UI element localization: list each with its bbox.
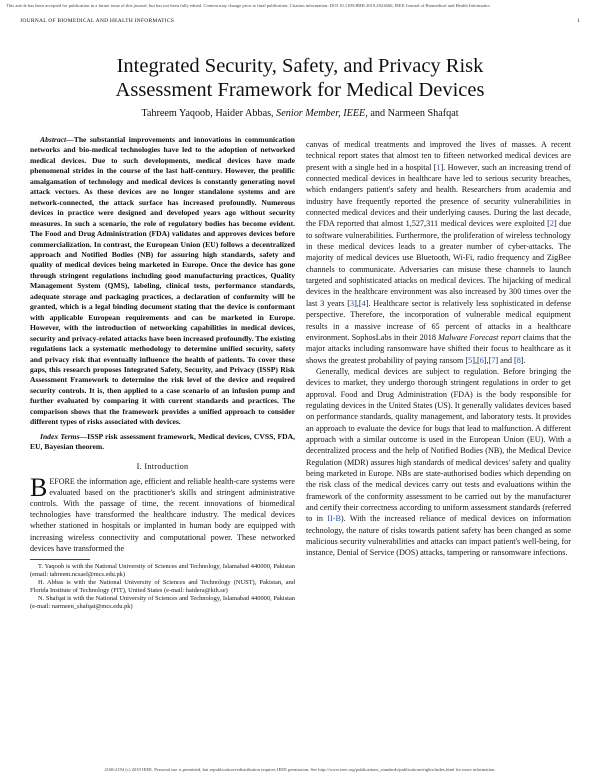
- text-run: ]. Healthcare sector is relatively less sophisticated in defense perspective. Therefore, the incorporation of vulnerable medical equipment results in a massive increase of 65 percent of attacks in a healthcare environment. SophosLabs in their 2018: [306, 298, 571, 342]
- report-name: Malware Forecast report: [438, 332, 521, 342]
- title-line-2: Assessment Framework for Medical Devices: [115, 79, 485, 101]
- footnote-author-2: H. Abbas is with the National University of Sciences and Technology (NUST), Pakistan, and Florida Institute of Technology (FIT), United States (e-mail: haidera@kth.se): [30, 579, 295, 595]
- index-terms-label: Index Terms: [40, 431, 80, 441]
- drop-cap: B: [30, 472, 48, 502]
- body-paragraph-2: [306, 366, 571, 559]
- text-run: ]. However, such an increasing trend of connected medical devices in healthcare have led to serious security breaches, which endangers patient's safety and health. Researchers from academia and industry have frequently reported the presence of security vulnerabilities in connected medical devices and their underlying causes. During the last decade, the FDA reported that almost 1,527,311 medical devices were exploited [: [306, 162, 571, 229]
- footnote-author-3: N. Shafqat is with the National University of Sciences and Technology, Islamabad 440000, Pakistan (e-mail: narmeen_shafqat@mcs.edu.pk): [30, 595, 295, 611]
- footnote-author-1: T. Yaqoob is with the National University of Sciences and Technology, Islamabad 440000, Pakistan (email: tahreem.ncsael@mcs.edu.pk): [30, 562, 295, 578]
- text-run: ],[: [472, 355, 480, 365]
- intro-paragraph: [30, 472, 295, 554]
- text-run: ). With the increased reliance of medical devices on information technology, the nature of risks towards patient safety has been changed as some malicious security vulnerabilities and attacks can impact patient's well-being, for instance, Denial of Service (DOS) attacks, tampering or ransomware infections.: [306, 514, 571, 558]
- author-role: Senior Member, IEEE,: [276, 108, 368, 119]
- authors-last: and Narmeen Shafqat: [367, 108, 459, 119]
- footnote-rule: [30, 559, 90, 560]
- journal-name: JOURNAL OF BIOMEDICAL AND HEALTH INFORMATICS: [20, 18, 175, 24]
- text-run: ] due to software vulnerabilities. Furthermore, the proliferation of wireless technology in these medical devices leads to a greater number of cyber-attacks. The majority of medical devices use Bluetooth, Wi-Fi, radio frequency and ZigBee channels to communicate. Adversaries can misuse these channels to launch targeted and sophisticated attacks on medical devices. The hijacking of medical devices in the healthcare environment was also increased by 300 times over the last 3 years [: [306, 219, 571, 308]
- right-column: [306, 139, 571, 559]
- section-link[interactable]: II-B: [327, 514, 341, 524]
- section-heading-introduction: I. Introduction: [136, 461, 189, 471]
- text-run: ],[: [354, 298, 362, 308]
- citation-link[interactable]: 7: [491, 355, 496, 365]
- acceptance-notice: This article has been accepted for publication in a future issue of this journal, but has not been fully edited. Content may change prior to final publication. Citation information: DOI 10.1109/JBHI.2019.2922666, IEEE Journal of Biomedical and Health Informatics: [6, 3, 491, 8]
- citation-link[interactable]: 2: [549, 219, 554, 229]
- abstract: [30, 135, 295, 428]
- text-run: ],[: [483, 355, 492, 365]
- citation-link[interactable]: 5: [468, 355, 473, 365]
- author-list: [40, 108, 560, 119]
- abstract-label: Abstract: [40, 135, 67, 144]
- body-paragraph-1: [306, 139, 571, 366]
- text-run: canvas of medical treatments and improved the lives of masses. A recent technical report states that almost ten to fifteen networked medical devices are present with a single bed in a hospital [: [306, 140, 571, 172]
- index-terms: [30, 432, 295, 453]
- abstract-text: —The substantial improvements and innovations in communication networks and bio-medical technologies have led to the adoption of networked medical devices. Due to such developments, medical devices have made phenomenal strides in the course of the last half-century. However, the prolific amalgamation of technology and medical devices is constantly generating novel attack vectors. As these devices are no longer standalone systems and are network-connected, the attack surface has increased profoundly. Numerous devices in practice were designed and developed years ago without security measures. In such a scenario, the role of regulatory bodies has become evident. The Food and Drug Administration (FDA) validates and approves devices before commercialization. In contrast, the European Union (EU) follows a decentralized approach and Notified Bodies (NB) for assuring high standards, safety and quality of medical devices being marketed in Europe. Once the device has gone through stringent regulations including good manufacturing practices, Quality Management System (QMS), labeling, clinical tests, performance standards, adequate storage and packaging practices, a declaration of conformity will be granted, which is a legal binding document stating that the device is conformant with applicable European requirements and can be marketed in Europe. However, with the introduction of networking capabilities in medical devices, security and privacy-related attacks have been increased profoundly. The existing regulations lack a systematic methodology to determine unified security, safety and privacy risk that eventually influence the health of patients. To cover these gaps, this research proposes Integrated Safety, Security, and Privacy (ISSP) Risk Assessment Framework to determine the risk level of the device and required security controls. It is, then applied to a case scenario of an infusion pump and further evaluated by comparing it with current standards and practices. The comparison shows that the framework provides a unified approach to consider different types of risks associated with devices.: [30, 135, 295, 427]
- text-run: Generally, medical devices are subject to regulation. Before bringing the devices to market, they undergo thorough stringent regulations in order to get approval. Food and Drug Administration (FDA) is the body responsible for regulating devices in the United States (US). It generally validates devices based on performance standards, quality management, and laboratory tests. It provides an approach to evaluate the device for bugs that lead to malfunction. A different approach with a similar outcome is used in the European Union (EU). With a decentralized process and the help of Notified Bodies (NB), the Medical Device Regulation (MDR) assures high standards of medical devices' safety and quality being marketed in Europe. NBs are state-authorised bodies which depending on the risk class of the medical devices carry out tests and evaluations within the framework of the conformity assessment to be carried out by the manufacturer and certify their correctness according to uniform assessment standards (referred to in: [306, 366, 571, 524]
- title-line-1: Integrated Security, Safety, and Privacy Risk: [116, 55, 484, 77]
- page-number: 1: [577, 18, 580, 24]
- citation-link[interactable]: 8: [516, 355, 521, 365]
- citation-link[interactable]: 3: [350, 298, 355, 308]
- citation-link[interactable]: 6: [479, 355, 484, 365]
- citation-link[interactable]: 1: [436, 162, 441, 172]
- left-column: [30, 135, 295, 611]
- intro-text: EFORE the information age, efficient and reliable health-care systems were evaluated based on the practitioner's skills and stringent administrative controls. With the passage of time, the recent innovations of biomedical technologies have transformed the healthcare industry. The medical devices whether stationed in hospitals or implanted in human body are equipped with increasing wireless connectivity and computational power. These networked devices have transformed the: [30, 476, 295, 553]
- text-run: ].: [520, 355, 526, 365]
- copyright-footer: 2168-2194 (c) 2019 IEEE. Personal use is permitted, but republication/redistribution requires IEEE permission. See http://www.ieee.org/publications_standards/publications/rights/index.html for more information.: [104, 767, 496, 772]
- index-terms-text: —ISSP risk assessment framework, Medical devices, CVSS, FDA, EU, Bayesian theorem.: [30, 431, 295, 452]
- text-run: claims that the major attacks including ransomware have shifted their focus to healthcare as it shows the greatest probability of paying ransom [: [306, 332, 571, 365]
- paper-title: [40, 54, 560, 102]
- citation-link[interactable]: 4: [361, 298, 366, 308]
- text-run: ] and [: [495, 355, 517, 365]
- running-header: [20, 18, 580, 24]
- authors-names: Tahreem Yaqoob, Haider Abbas,: [141, 108, 277, 119]
